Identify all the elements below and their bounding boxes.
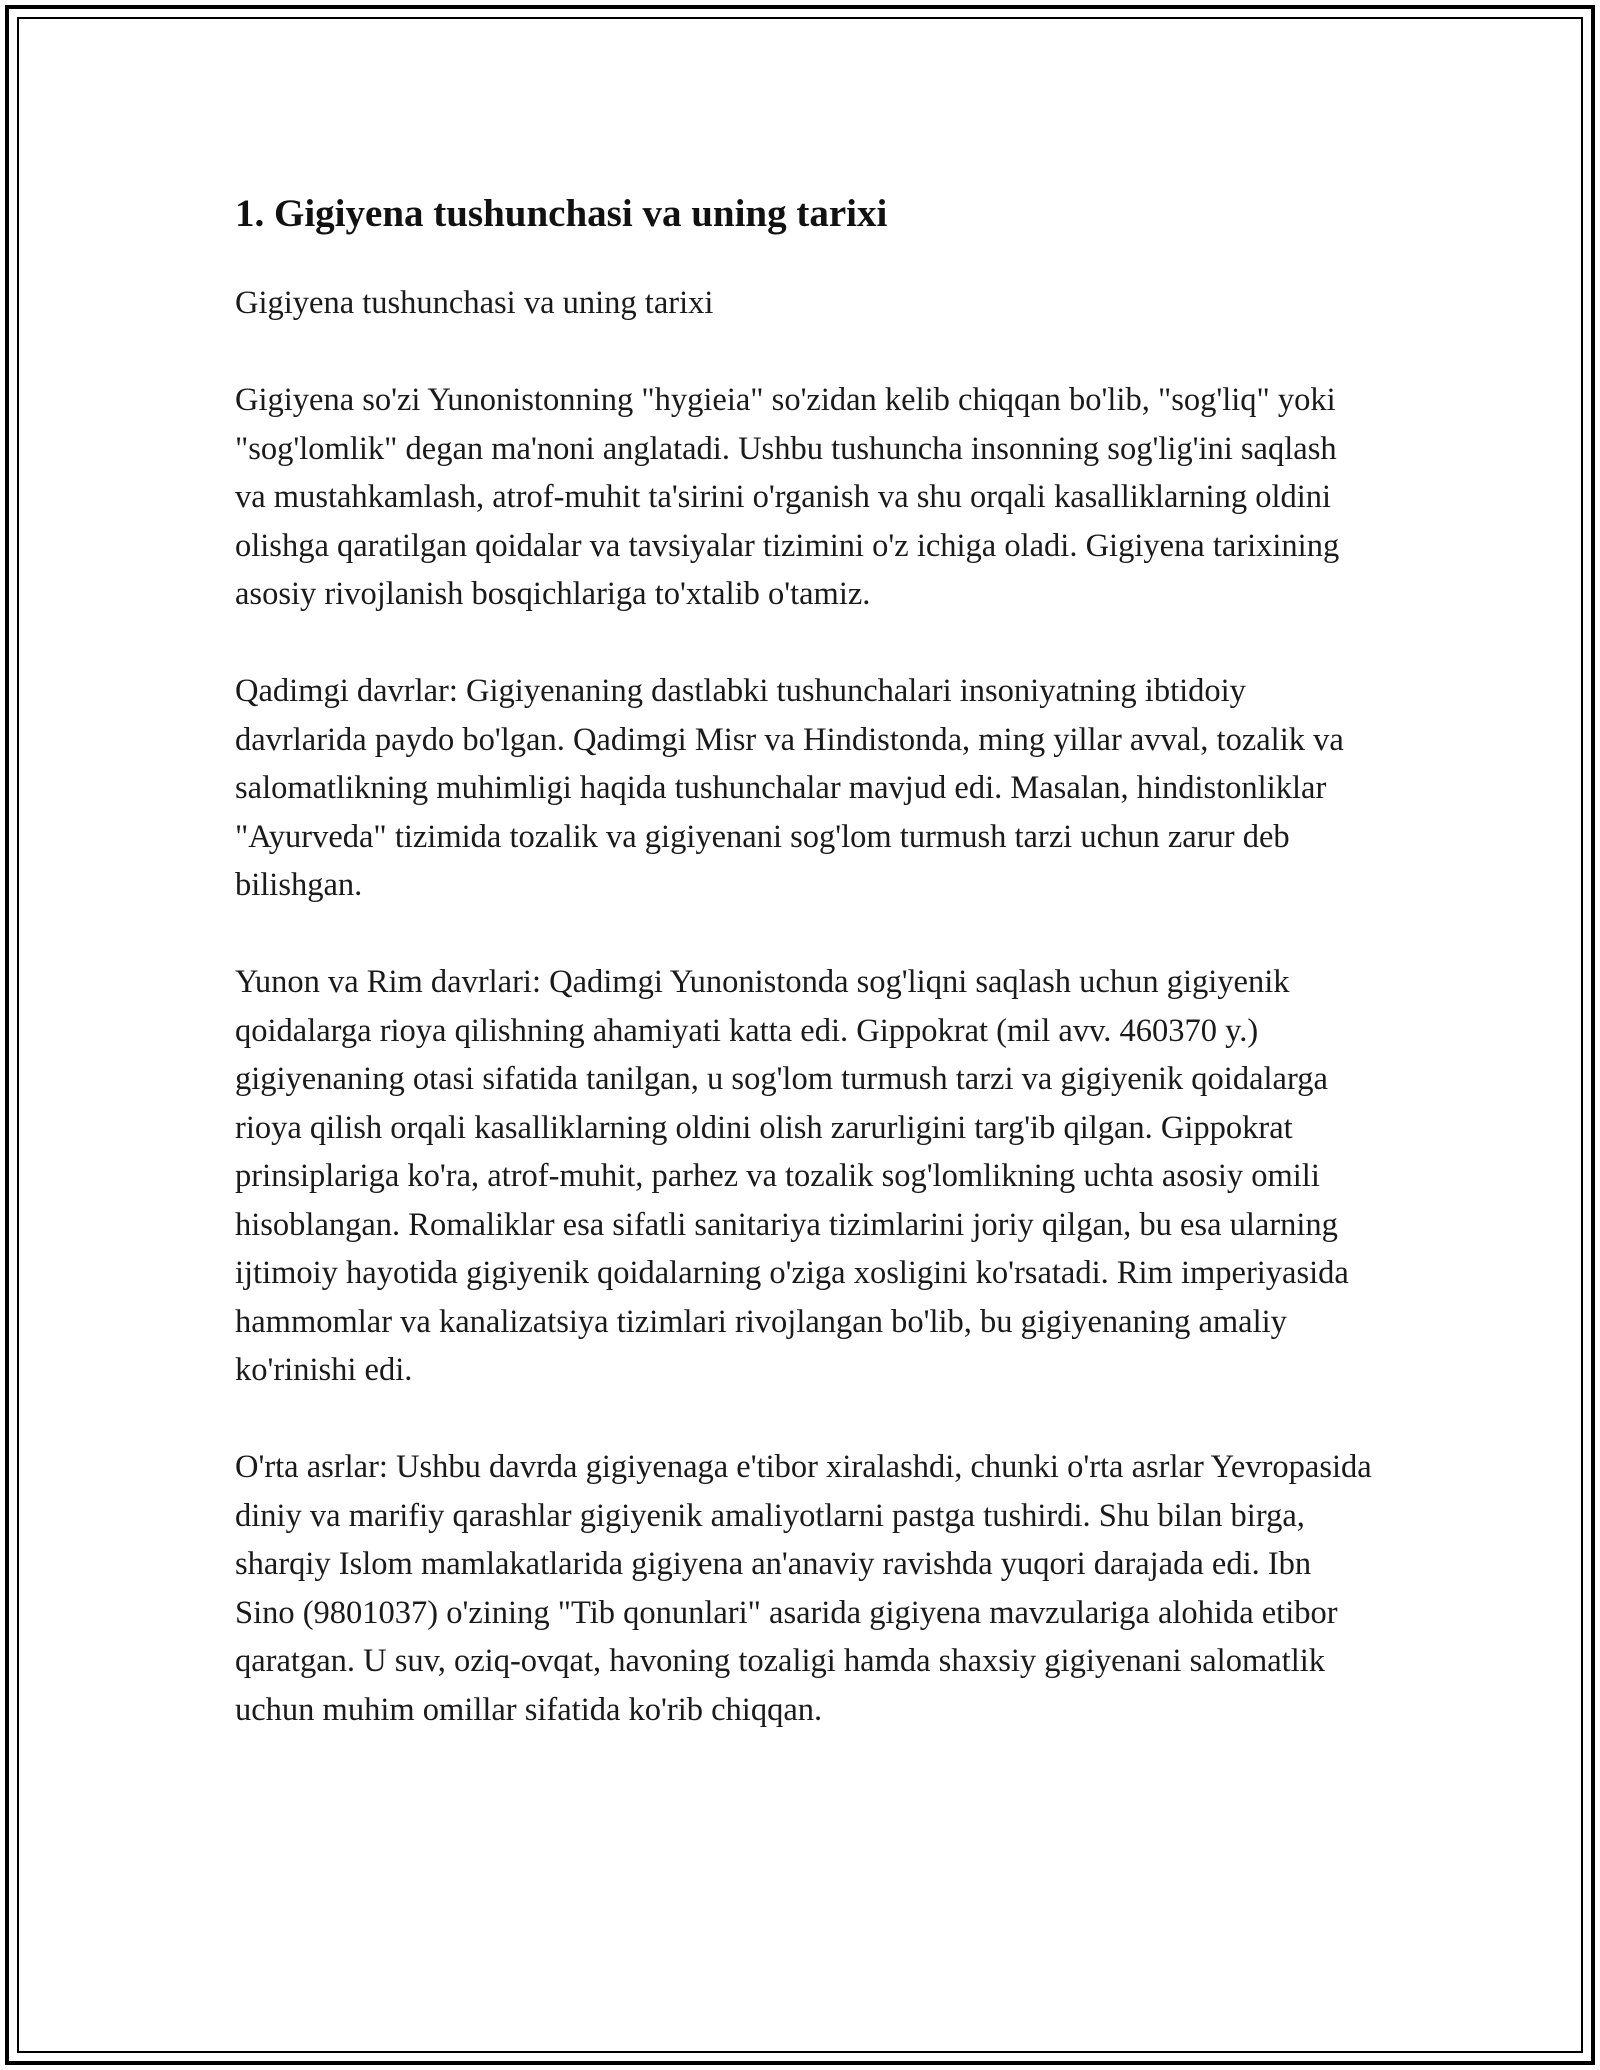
paragraph-middle-ages: O'rta asrlar: Ushbu davrda gigiyenaga e'tibor xiralashdi, chunki o'rta asrlar Yevropasida diniy va marifiy qarashlar gigiyenik amaliyotlarni pastga tushirdi. Shu bilan birga, sharqiy Islom mamlakatlarida gigiyena an'anaviy ravishda yuqori darajada edi. Ibn Sino (9801037) o'zining "Tib qonunlari" asarida gigiyena mavzulariga alohida etibor qaratgan. U suv, oziq-ovqat, havoning tozaligi hamda shaxsiy gigiyenani salomatlik uchun muhim omillar sifatida ko'rib chiqqan. xyxy=(235,1449,1372,1728)
paragraph-etymology: Gigiyena so'zi Yunonistonning "hygieia" so'zidan kelib chiqqan bo'lib, "sog'liq" yoki "sog'lomlik" degan ma'noni anglatadi. Ushbu tushuncha insonning sog'lig'ini saqlash va mustahkamlash, atrof-muhit ta'sirini o'rganish va shu orqali kasalliklarning oldini olishga qaratilgan qoidalar va tavsiyalar tizimini o'z ichiga oladi. Gigiyena tarixining asosiy rivojlanish bosqichlariga to'xtalib o'tamiz. xyxy=(235,382,1340,612)
document-body xyxy=(235,182,1375,1783)
document-subtitle: Gigiyena tushunchasi va uning tarixi xyxy=(235,285,714,321)
paragraph-greek-roman: Yunon va Rim davrlari: Qadimgi Yunonistonda sog'liqni saqlash uchun gigiyenik qoidalarga rioya qilishning ahamiyati katta edi. Gippokrat (mil avv. 460370 y.) gigiyenaning otasi sifatida tanilgan, u sog'lom turmush tarzi va gigiyenik qoidalarga rioya qilish orqali kasalliklarning oldini olish zarurligini targ'ib qilgan. Gippokrat prinsiplariga ko'ra, atrof-muhit, parhez va tozalik sog'lomlikning uchta asosiy omili hisoblangan. Romaliklar esa sifatli sanitariya tizimlarini joriy qilgan, bu esa ularning ijtimoiy hayotida gigiyenik qoidalarning o'ziga xosligini ko'rsatadi. Rim imperiyasida hammomlar va kanalizatsiya tizimlari rivojlangan bo'lib, bu gigiyenaning amaliy ko'rinishi edi. xyxy=(235,964,1349,1388)
document-title: 1. Gigiyena tushunchasi va uning tarixi xyxy=(235,192,888,235)
paragraph-ancient-times: Qadimgi davrlar: Gigiyenaning dastlabki tushunchalari insoniyatning ibtidoiy davrlarida paydo bo'lgan. Qadimgi Misr va Hindistonda, ming yillar avval, tozalik va salomatlikning muhimligi haqida tushunchalar mavjud edi. Masalan, hindistonliklar "Ayurveda" tizimida tozalik va gigiyenani sog'lom turmush tarzi uchun zarur deb bilishgan. xyxy=(235,673,1344,903)
